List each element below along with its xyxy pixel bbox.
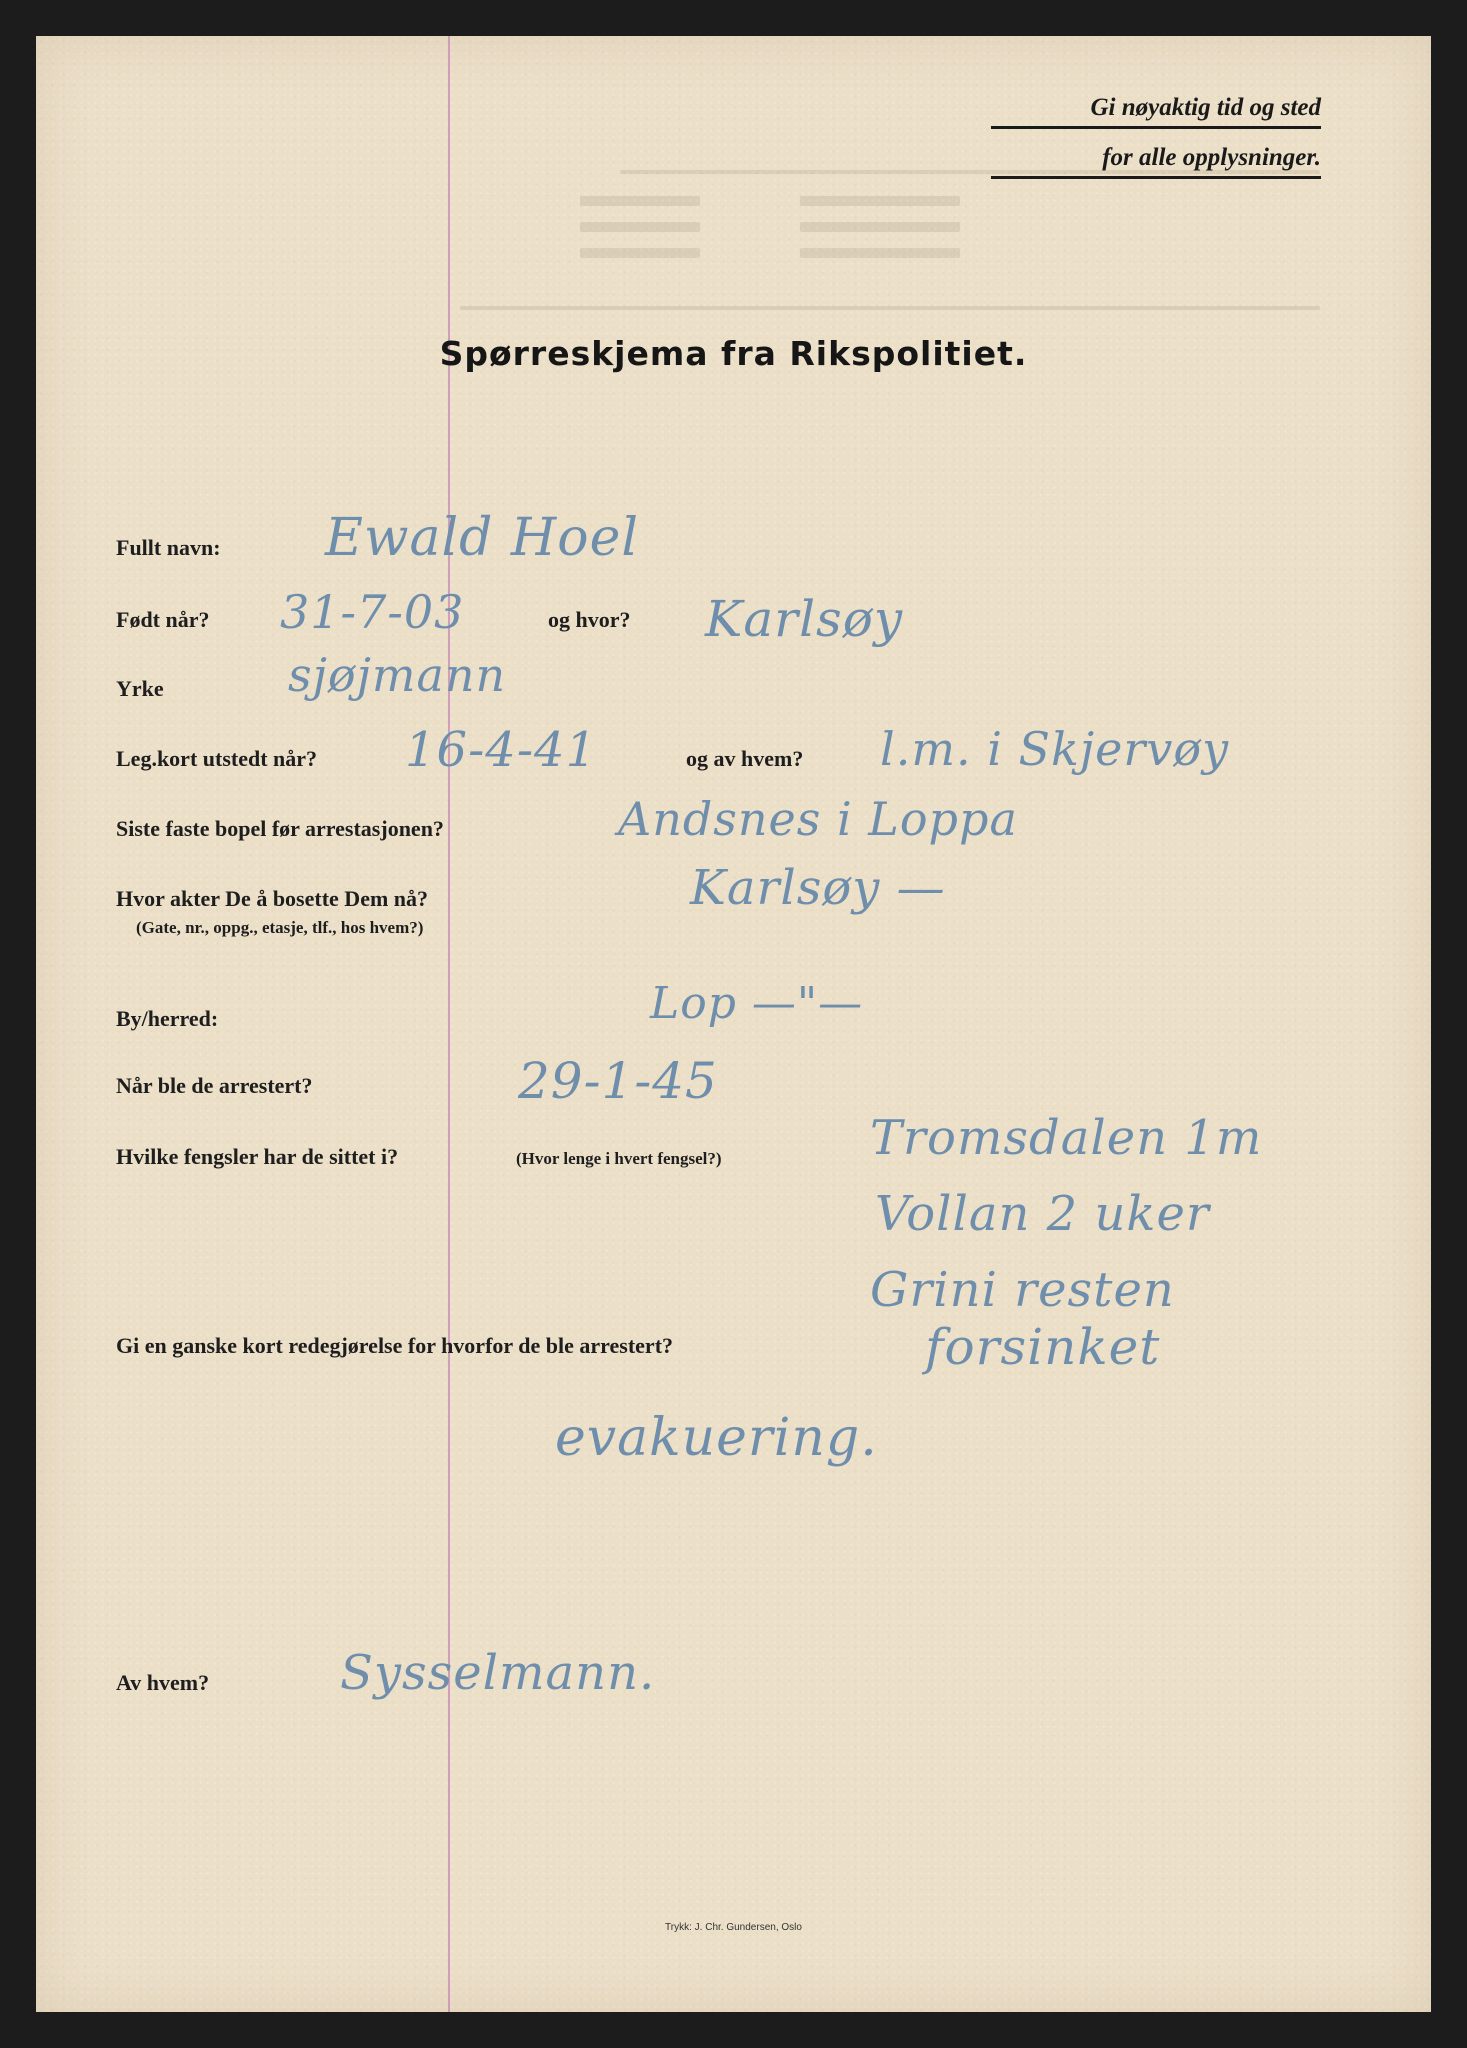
occupation-label: Yrke [116, 676, 164, 701]
town-value: Lop —"— [650, 978, 864, 1029]
prisons-value-line-2: Vollan 2 uker [875, 1186, 1210, 1242]
legcard-by-label: og av hvem? [686, 746, 804, 771]
notice-line-1: Gi nøyaktig tid og sted [991, 94, 1321, 129]
bleed-through-mark [460, 306, 1320, 310]
born-where-value: Karlsøy [705, 590, 904, 648]
full-name-value: Ewald Hoel [325, 508, 639, 568]
bleed-through-mark [580, 222, 700, 232]
born-when-value: 31-7-03 [280, 585, 465, 639]
reason-label: Gi en ganske kort redegjørelse for hvorfor de ble arrestert? [116, 1333, 674, 1358]
prisons-label: Hvilke fengsler har de sittet i? [116, 1144, 399, 1169]
bleed-through-mark [580, 248, 700, 258]
by-whom-value: Sysselmann. [340, 1645, 656, 1701]
bleed-through-mark [800, 196, 960, 206]
full-name-label: Fullt navn: [116, 535, 221, 560]
legcard-when-value: 16-4-41 [405, 722, 598, 778]
born-where-label: og hvor? [548, 607, 631, 632]
prisons-value-line-1: Tromsdalen 1m [870, 1110, 1263, 1166]
printer-footer: Trykk: J. Chr. Gundersen, Oslo [665, 1922, 802, 1933]
bleed-through-mark [620, 170, 1320, 174]
margin-line [448, 36, 450, 2012]
reason-value-line-1: forsinket [925, 1318, 1161, 1376]
notice-line-2: for alle opplysninger. [991, 144, 1321, 179]
last-address-label: Siste faste bopel før arrestasjonen? [116, 816, 444, 841]
last-address-value: Andsnes i Loppa [618, 792, 1018, 846]
prisons-sublabel: (Hvor lenge i hvert fengsel?) [516, 1149, 722, 1168]
bleed-through-mark [800, 248, 960, 258]
form-title: Spørreskjema fra Rikspolitiet. [439, 334, 1028, 373]
reason-value-line-2: evakuering. [555, 1408, 878, 1468]
legcard-when-label: Leg.kort utstedt når? [116, 746, 318, 771]
settle-label: Hvor akter De å bosette Dem nå? [116, 886, 429, 911]
bleed-through-mark [800, 222, 960, 232]
legcard-by-value: l.m. i Skjervøy [880, 722, 1230, 776]
by-whom-label: Av hvem? [116, 1670, 210, 1695]
born-when-label: Født når? [116, 607, 210, 632]
arrested-when-label: Når ble de arrestert? [116, 1073, 313, 1098]
settle-value: Karlsøy — [690, 860, 946, 916]
bleed-through-mark [580, 196, 700, 206]
settle-sublabel: (Gate, nr., oppg., etasje, tlf., hos hvem?) [136, 918, 424, 937]
arrested-when-value: 29-1-45 [518, 1052, 718, 1110]
town-label: By/herred: [116, 1006, 219, 1031]
occupation-value: sjøjmann [288, 648, 507, 702]
prisons-value-line-3: Grini resten [870, 1262, 1175, 1318]
